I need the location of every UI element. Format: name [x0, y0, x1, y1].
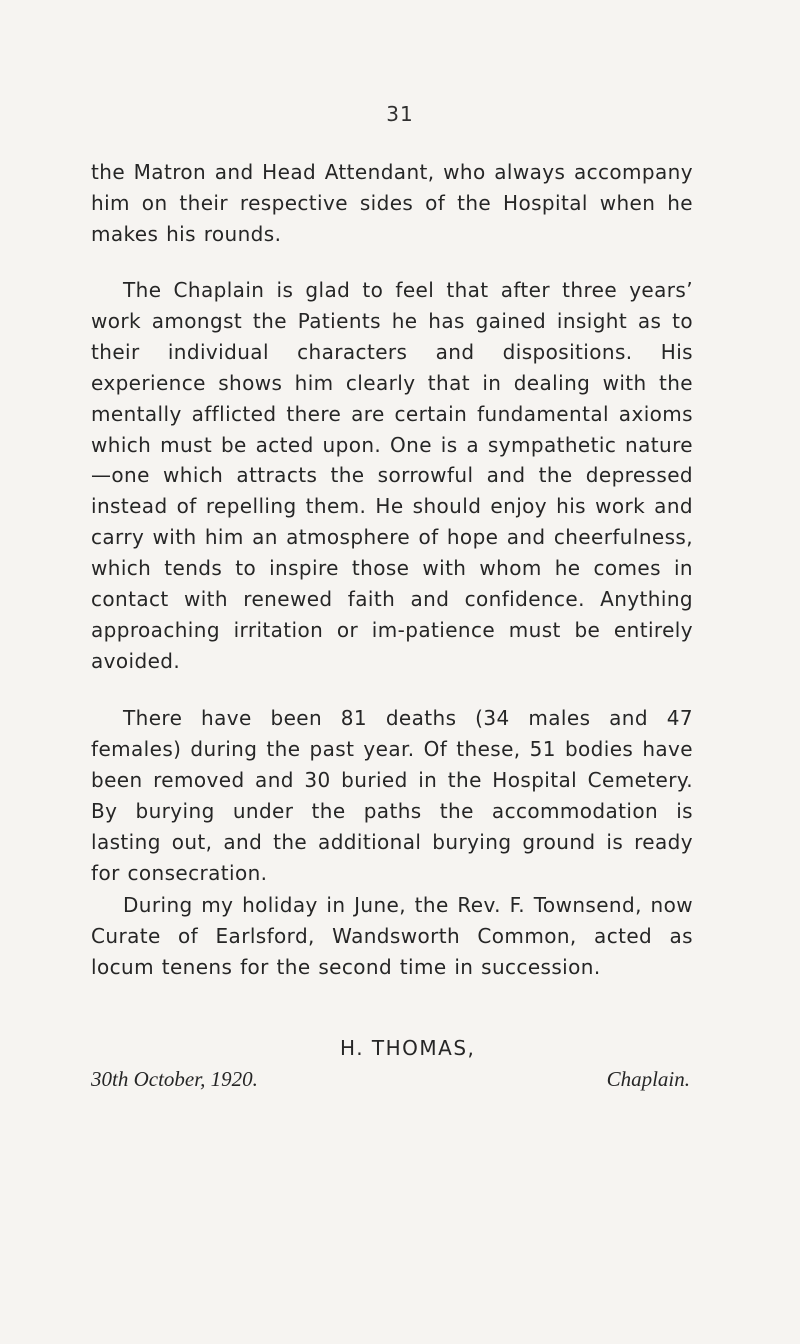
signature-name: H. THOMAS,	[340, 1036, 476, 1060]
paragraph-text: There have been 81 deaths (34 males and 47 females) during the past year. Of these, 51 bodies have been removed and 30 buried in the Hospital Cemetery. By burying under the paths the accommodation is lasting out, and the additional burying ground is ready for consecration.	[91, 706, 693, 885]
paragraph-holiday	[91, 890, 693, 983]
paragraph-text: The Chaplain is glad to feel that after three years’ work amongst the Patients he has gained insight as to their individual characters and dispositions. His experience shows him clearly that in dealing with the mentally afflicted there are certain fundamental axioms which must be acted upon. One is a sympathetic nature—one which attracts the sorrowful and the depressed instead of repelling them. He should enjoy his work and carry with him an atmosphere of hope and cheerfulness, which tends to inspire those with whom he comes in contact with renewed faith and confidence. Anything approaching irritation or im-patience must be entirely avoided.	[91, 278, 693, 673]
signature-role: Chaplain.	[606, 1067, 690, 1091]
paragraph-deaths	[91, 703, 693, 888]
paragraph-chaplain-insight	[91, 275, 693, 677]
page-number: 31	[386, 102, 414, 126]
paragraph-continuation	[91, 157, 693, 250]
paragraph-text: During my holiday in June, the Rev. F. Townsend, now Curate of Earlsford, Wandsworth Common, acted as locum tenens for the second time in succession.	[91, 893, 693, 979]
signature-date: 30th October, 1920.	[91, 1067, 258, 1091]
paragraph-text: the Matron and Head Attendant, who always accompany him on their respective sides of the Hospital when he makes his rounds.	[91, 160, 693, 246]
